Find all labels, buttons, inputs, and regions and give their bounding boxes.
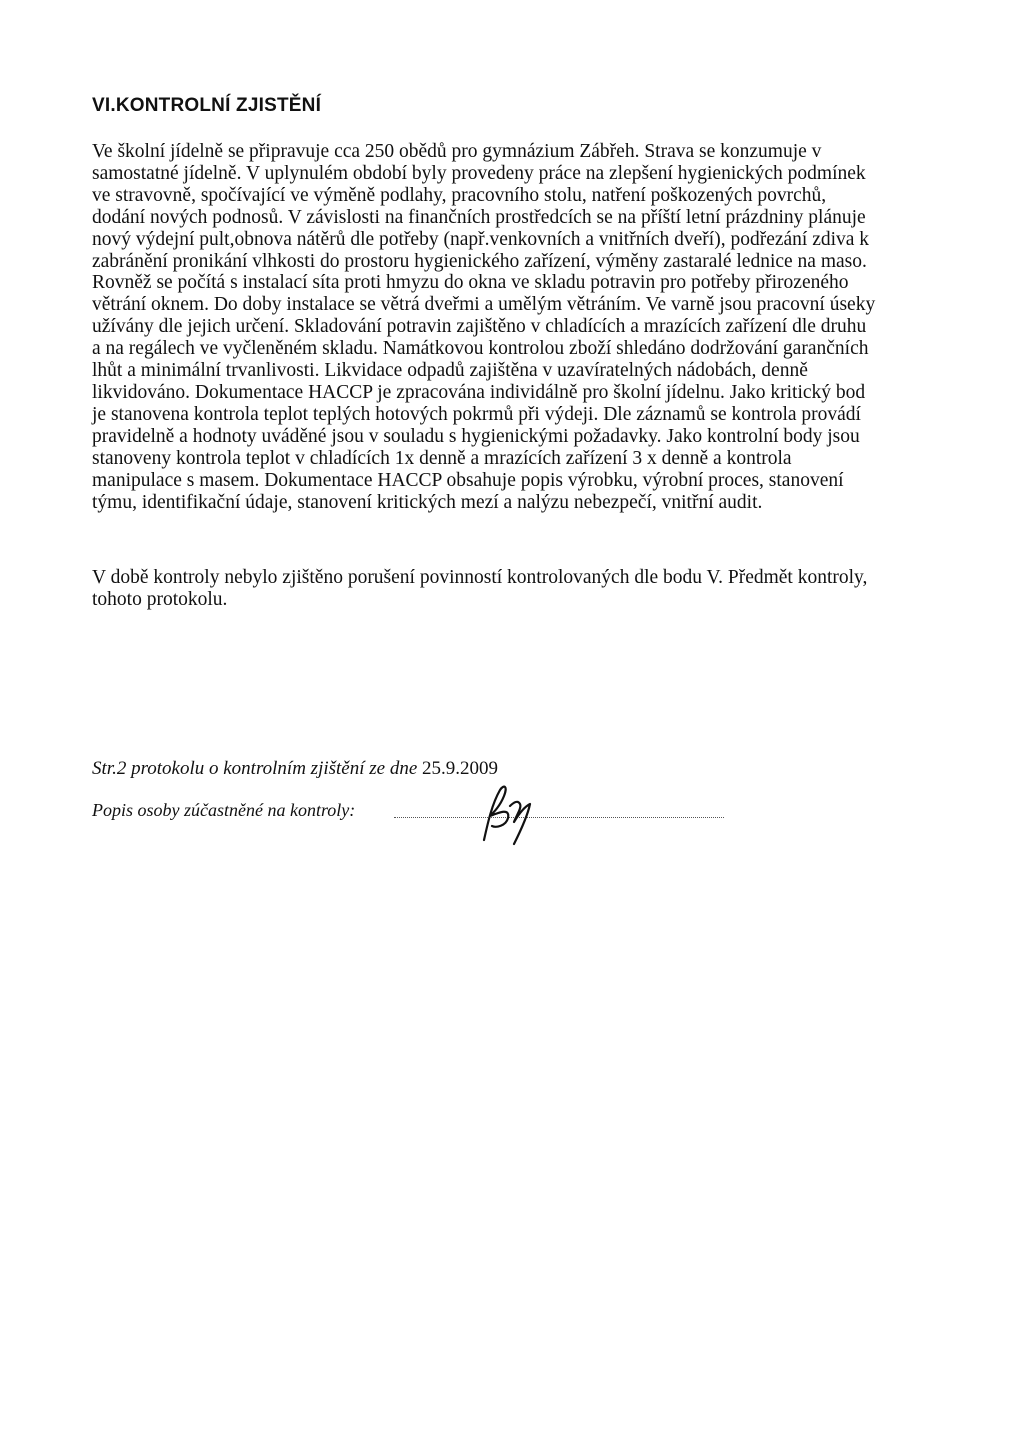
page-reference-text: Str.2 protokolu o kontrolním zjištění ze dne [92,758,423,779]
paragraph-line: likvidováno. Dokumentace HACCP je zpracována individálně pro školní jídelnu. Jako kritický bod [92,381,866,403]
paragraph-line: dodání nových podnosů. V závislosti na finančních prostředcích se na příští letní prázdniny plánuje [92,206,866,228]
section-heading: VI.KONTROLNÍ ZJISTĚNÍ [92,95,322,116]
paragraph-line: a na regálech ve vyčleněném skladu. Namátkovou kontrolou zboží shledáno dodržování garančních [92,338,869,360]
paragraph-line: Ve školní jídelně se připravuje cca 250 obědů pro gymnázium Zábřeh. Strava se konzumuje v [92,141,822,162]
paragraph-line: je stanovena kontrola teplot teplých hotových pokrmů při výdeji. Dle záznamů se kontrola provádí [92,403,861,425]
paragraph-line: stanoveny kontrola teplot v chladících 1x denně a mrazících zařízení 3 x denně a kontrola [92,447,792,469]
paragraph-line: zabránění pronikání vlhkosti do prostoru hygienického zařízení, výměny zastaralé lednice na maso. [92,250,867,272]
paragraph-line: V době kontroly nebylo zjištěno porušení povinností kontrolovaných dle bodu V. Předmět kontroly, [92,567,868,588]
signature-row [92,800,752,840]
paragraph-line: týmu, identifikační údaje, stanovení kritických mezí a nalýzu nebezpečí, vnitřní audit. [92,491,763,513]
paragraph-line: manipulace s masem. Dokumentace HACCP obsahuje popis výrobku, výrobní proces, stanovení [92,469,844,491]
paragraph-line: tohoto protokolu. [92,589,228,610]
paragraph-line: pravidelně a hodnoty uváděné jsou v souladu s hygienickými požadavky. Jako kontrolní body jsou [92,425,860,447]
protocol-date: 25.9.2009 [422,758,499,779]
paragraph-line: samostatné jídelně. V uplynulém období byly provedeny práce na zlepšení hygienických podmínek [92,162,866,184]
handwritten-signature [470,782,540,846]
paragraph-line: Rovněž se počítá s instalací síta proti hmyzu do okna ve skladu potravin pro potřeby přirozeného [92,272,849,294]
conclusion-paragraph [92,567,932,611]
signature-line [394,817,724,818]
paragraph-line: větrání oknem. Do doby instalace se větrá dveřmi a umělým větráním. Ve varně jsou pracovní úseky [92,294,876,316]
page-reference [92,758,498,780]
signature-label: Popis osoby zúčastněné na kontroly: [92,800,356,820]
paragraph-line: ve stravovně, spočívající ve výměně podlahy, pracovního stolu, natření poškozených povrchů, [92,184,827,206]
paragraph-line: užívány dle jejich určení. Skladování potravin zajištěno v chladících a mrazících zařízení dle druhu [92,316,867,338]
findings-paragraph [92,141,932,513]
paragraph-line: lhůt a minimální trvanlivosti. Likvidace odpadů zajištěna v uzavíratelných nádobách, denně [92,360,808,382]
paragraph-line: nový výdejní pult,obnova nátěrů dle potřeby (např.venkovních a vnitřních dveří), podřezání zdiva k [92,228,870,250]
